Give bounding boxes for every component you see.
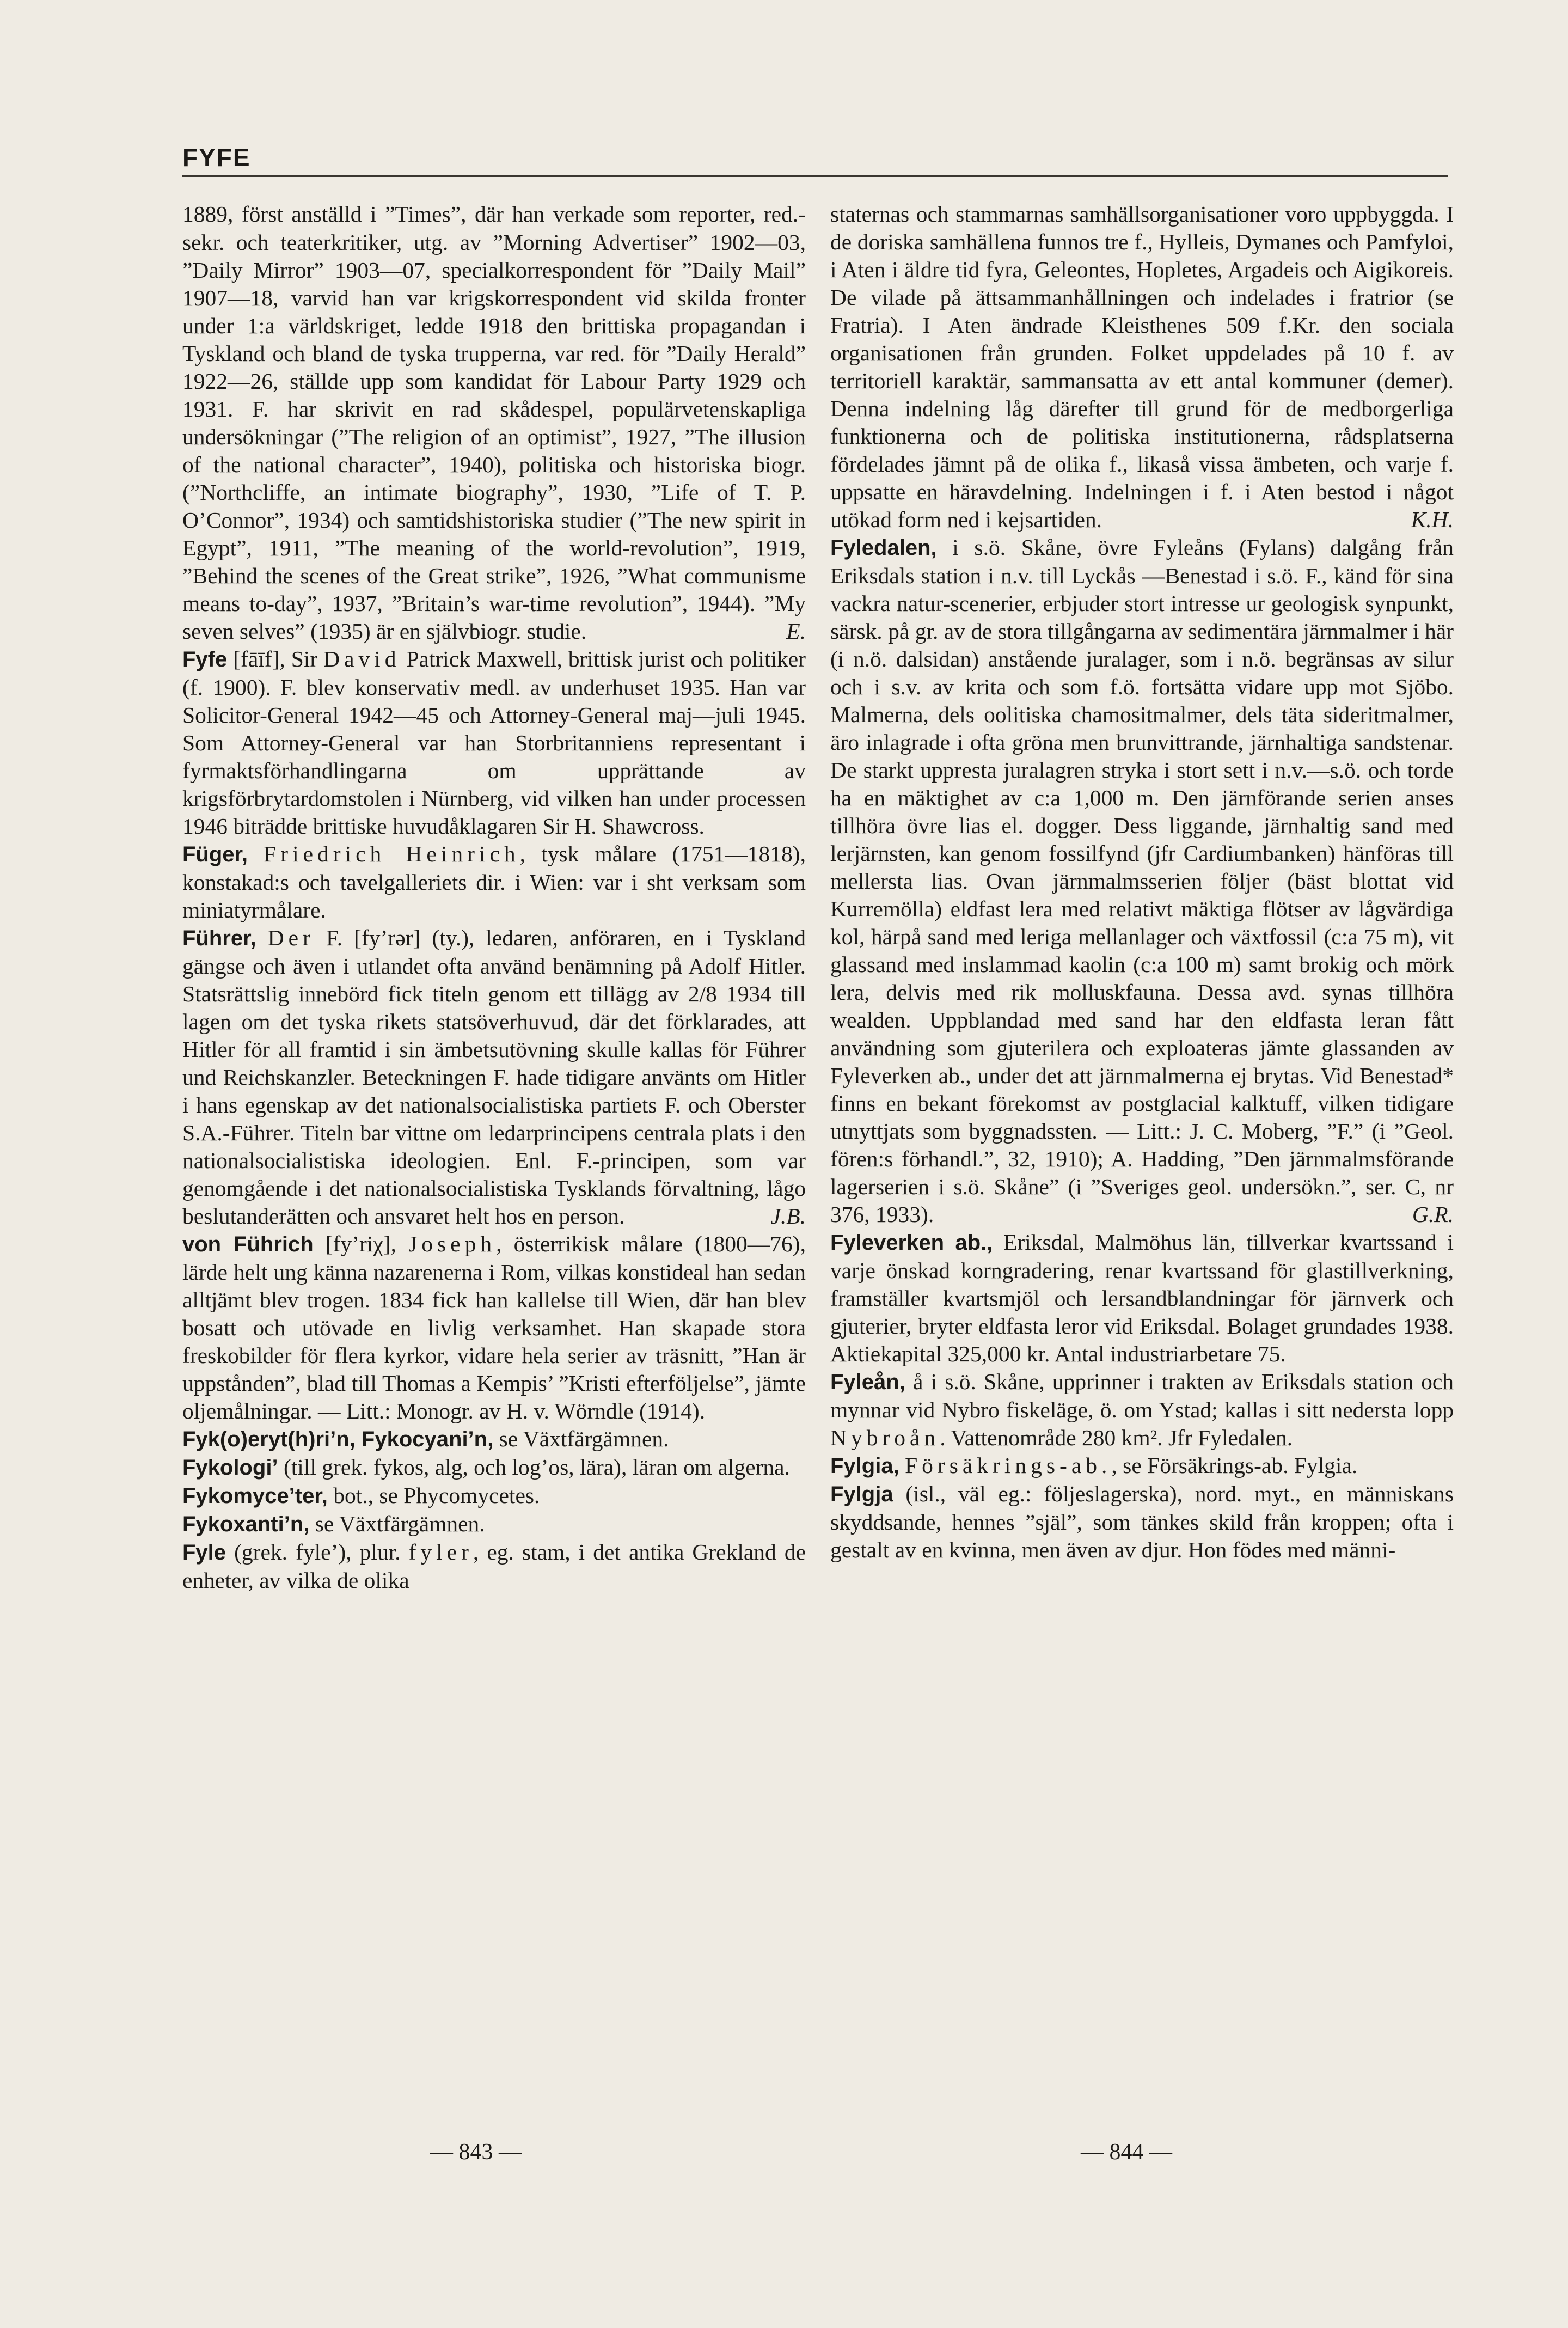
entry: Führer, Der F. [fy’rər] (ty.), ledaren, anföraren, en i Tyskland gängse och även i utlandet ofta använd benämning på Adolf Hitler. Statsrättslig innebörd fick titeln genom ett tillägg av 2/8 1934 till lagen om det tyska rikets statsöverhuvud, där det förklarades, att Hitler för all framtid i sin ämbetsutövning skulle kallas för Führer und Reichskanzler. Beteckningen F. hade tidigare använts om Hitler i hans egenskap av det nationalsocialistiska partiets F. och Oberster S.A.-Führer. Titeln bar vittne om ledarprincipens centrala plats i den nationalsocialistiska ideologien. Enl. F.-principen, som var genomgående i det nationalsocialistiska Tysklands förvaltning, lågo beslutanderätten och ansvaret helt hos en person. J.B.	[182, 924, 806, 1230]
page-number-left: — 843 —	[430, 2140, 522, 2165]
entry: Fyk(o)eryt(h)ri’n, Fykocyani’n, se Växtfärgämnen.	[182, 1426, 669, 1451]
entry: staternas och stammarnas samhällsorganisationer voro uppbyggda. I de doriska samhällena funnos tre f., Hylleis, Dymanes och Pamfyloi, i Aten i äldre tid fyra, Geleontes, Hopletes, Argadeis och Aigikoreis. De vilade på ättsammanhållningen och indelades i fratrior (se Fratria). I Aten ändrade Kleisthenes 509 f.Kr. den sociala organisationen från grunden. Folket uppdelades på 10 f. av territoriell karaktär, sammansatta av ett antal kommuner (demer). Denna indelning låg därefter till grund för de medborgerliga funktionerna och de politiska institutionerna, rådsplatserna fördelades jämnt på de olika f., likaså vissa ämbeten, och varje f. uppsatte en häravdelning. Indelningen i f. i Aten bestod i något utökad form ned i kejsartiden. K.H.	[830, 200, 1454, 534]
entry: Fyledalen, i s.ö. Skåne, övre Fyleåns (Fylans) dalgång från Eriksdals station i n.v. till Lyckås —Benestad i s.ö. F., känd för sina vackra natur-scenerier, erbjuder stort intresse ur geologisk synpunkt, särsk. på gr. av de stora tillgångarna av sedimentära järnmalmer i här (i n.ö. dalsidan) anstående juralager, som i n.ö. begränsas av silur och i s.v. av krita och som f.ö. fortsätta vidare upp mot Sjöbo. Malmerna, dels oolitiska chamositmalmer, dels täta sideritmalmer, äro inlagrade i ofta gröna men brunvittrande, järnhaltiga sandstenar. De starkt uppresta juralagren stryka i stort sett i n.v.—s.ö. och torde ha en mäktighet av c:a 1,000 m. Den järnförande serien anses tillhöra övre lias el. dogger. Dess liggande, järnhaltig sand med lerjärnsten, kan genom fossilfynd (jfr Cardiumbanken) hänföras till mellersta lias. Ovan järnmalmsserien följer (bäst blottat vid Kurremölla) eldfast lera med relativt mäktiga flötser av lågvärdiga kol, härpå sand med leriga mellanlager och växtfossil (c:a 75 m), vit glassand med inslammad kaolin (c:a 100 m) samt brokig och mörk lera, delvis med rik molluskfauna. Dessa avd. synas tillhöra wealden. Uppblandad med sand har den eldfasta leran fått användning som gjuterilera och exploateras jämte glassanden av Fyleverken ab., under det att järnmalmerna ej brytas. Vid Benestad* finns en bekant förekomst av postglacial kalktuff, vilken tidigare utnyttjats som byggnadssten. — Litt.: J. C. Moberg, ”F.” (i ”Geol. fören:s förhandl.”, 32, 1910); A. Hadding, ”Den järnmalmsförande lagerserien i s.ö. Skåne” (i ”Sveriges geol. undersökn.”, ser. C, nr 376, 1933). G.R.	[830, 534, 1454, 1229]
entry: Fylgia, Försäkrings-ab., se Försäkrings-ab. Fylgia.	[830, 1453, 1358, 1478]
page-number-right: — 844 —	[1081, 2140, 1172, 2165]
entry: Füger, Friedrich Heinrich, tysk målare (1751—1818), konstakad:s och tavelgalleriets dir. i Wien: var i sht verksam som miniatyrmålare.	[182, 841, 806, 922]
header-rule	[182, 175, 1448, 177]
entry: Fyleverken ab., Eriksdal, Malmöhus län, tillverkar kvartssand i varje önskad korngradering, renar kvartssand för glastillverkning, framställer kvartsmjöl och lersandblandningar för järnverk och gjuterier, bryter eldfasta leror vid Eriksdal. Bolaget grundades 1938. Aktiekapital 325,000 kr. Antal industriarbetare 75.	[830, 1230, 1454, 1366]
right-column	[830, 200, 1454, 2101]
entry: Fyleån, å i s.ö. Skåne, upprinner i trakten av Eriksdals station och mynnar vid Nybro fiskeläge, ö. om Ystad; kallas i sitt nedersta lopp Nybroån. Vattenområde 280 km². Jfr Fyledalen.	[830, 1369, 1454, 1450]
author-signature: J.B.	[770, 1203, 806, 1229]
entry: von Führich [fy’riχ], Joseph, österrikisk målare (1800—76), lärde helt ung känna nazarenerna i Rom, vilkas konstideal han sedan alltjämt blev trogen. 1834 fick han kallelse till Wien, där han blev bosatt och utövade en livlig verksamhet. Han skapade stora freskobilder för flera kyrkor, vidare hela serier av träsnitt, ”Han är uppstånden”, blad till Thomas a Kempis’ ”Kristi efterföljelse”, jämte oljemålningar. — Litt.: Monogr. av H. v. Wörndle (1914).	[182, 1231, 806, 1423]
entry: Fykologi’ (till grek. fykos, alg, och log’os, lära), läran om algerna.	[182, 1455, 790, 1480]
entry: Fykoxanti’n, se Växtfärgämnen.	[182, 1511, 485, 1536]
entry: Fykomyce’ter, bot., se Phycomycetes.	[182, 1483, 540, 1508]
entry: 1889, först anställd i ”Times”, där han verkade som reporter, red.-sekr. och teaterkritiker, utg. av ”Morning Advertiser” 1902—03, ”Daily Mirror” 1903—07, specialkorrespondent för ”Daily Mail” 1907—18, varvid han var krigskorrespondent vid skilda fronter under 1:a världskriget, ledde 1918 den brittiska propagandan i Tyskland och bland de tyska trupperna, var red. för ”Daily Herald” 1922—26, ställde upp som kandidat för Labour Party 1929 och 1931. F. har skrivit en rad skådespel, populärvetenskapliga undersökningar (”The religion of an optimist”, 1927, ”The illusion of the national character”, 1940), politiska och historiska biogr. (”Northcliffe, an intimate biography”, 1930, ”Life of T. P. O’Connor”, 1934) och samtidshistoriska studier (”The new spirit in Egypt”, 1911, ”The meaning of the world-revolution”, 1919, ”Behind the scenes of the Great strike”, 1926, ”What communisme means to-day”, 1937, ”Britain’s war-time revolution”, 1944). ”My seven selves” (1935) är en självbiogr. studie. E.	[182, 200, 806, 645]
author-signature: E.	[786, 619, 806, 644]
author-signature: G.R.	[1412, 1202, 1454, 1227]
entry: Fyfe [fāīf], Sir David Patrick Maxwell, brittisk jurist och politiker (f. 1900). F. blev konservativ medl. av underhuset 1935. Han var Solicitor-General 1942—45 och Attorney-General maj—juli 1945. Som Attorney-General var han Storbritanniens representant i fyrmaktsförhandlingarna om upprättande av krigsförbrytardomstolen i Nürnberg, vid vilken han under processen 1946 biträdde brittiske huvudåklagaren Sir H. Shawcross.	[182, 646, 806, 839]
left-column	[182, 200, 806, 2101]
entry: Fyle (grek. fyle’), plur. fyler, eg. stam, i det antika Grekland de enheter, av vilka de olika	[182, 1539, 806, 1593]
entry: Fylgja (isl., väl eg.: följeslagerska), nord. myt., en människans skyddsande, hennes ”själ”, som tänkes skild från kroppen; ofta i gestalt av en kvinna, men även av djur. Hon födes med männi-	[830, 1481, 1454, 1562]
author-signature: K.H.	[1411, 507, 1454, 532]
running-head: FYFE	[182, 143, 251, 172]
